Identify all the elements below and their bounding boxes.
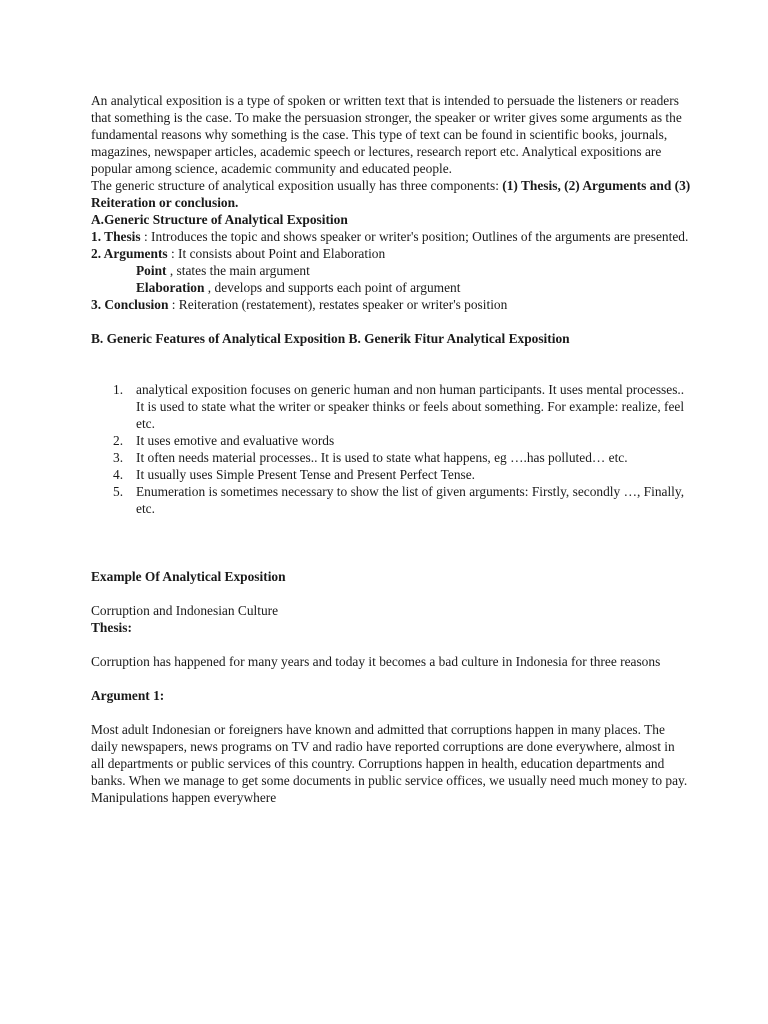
list-text: It uses emotive and evaluative words [136, 433, 335, 448]
argument1-paragraph: Most adult Indonesian or foreigners have known and admitted that corruptions happen in many places. The daily newspapers, news programs on TV and radio have reported corruptions are done everywhere, almost in all departments or public services of this country. Corruptions happen in health, education departments and banks. When we manage to get some documents in public service offices, we usually need much money to pay. Manipulations happen everywhere [91, 722, 688, 805]
arguments-line [91, 245, 691, 262]
list-text: It often needs material processes.. It is used to state what happens, eg ….has polluted… etc. [136, 450, 628, 465]
argument1-heading: Argument 1: [91, 688, 165, 703]
point-text: , states the main argument [166, 263, 310, 278]
example-title: Corruption and Indonesian Culture [91, 603, 279, 618]
thesis-paragraph: Corruption has happened for many years and today it becomes a bad culture in Indonesia for three reasons [91, 654, 661, 669]
elaboration-label: Elaboration [136, 280, 205, 295]
point-line [91, 262, 691, 279]
thesis-label: 1. Thesis [91, 229, 141, 244]
thesis-heading: Thesis: [91, 620, 132, 635]
thesis-text: : Introduces the topic and shows speaker or writer's position; Outlines of the arguments are presented. [140, 229, 689, 244]
point-label: Point [136, 263, 167, 278]
list-item [91, 449, 691, 466]
thesis-line [91, 228, 691, 245]
list-number: 5. [113, 484, 124, 499]
example-heading: Example Of Analytical Exposition [91, 569, 286, 584]
list-number: 2. [113, 433, 124, 448]
structure-lead: The generic structure of analytical exposition usually has three components: [91, 178, 503, 193]
arguments-text: : It consists about Point and Elaboration [167, 246, 386, 261]
list-item [91, 381, 691, 432]
structure-components: (1) Thesis, (2) Arguments and (3) Reiteration or conclusion. [91, 178, 691, 210]
list-text: analytical exposition focuses on generic human and non human participants. It uses mental processes.. It is used to state what the writer or speaker thinks or feels about something. For example: realize, feel etc. [136, 382, 685, 431]
list-number: 1. [113, 382, 124, 397]
intro-paragraph: An analytical exposition is a type of spoken or written text that is intended to persuade the listeners or readers that something is the case. To make the persuasion stronger, the speaker or writer gives some arguments as the fundamental reasons why something is the case. This type of text can be found in scientific books, journals, magazines, newspaper articles, academic speech or lectures, research report etc. Analytical expositions are popular among science, academic community and educated people. [91, 93, 682, 176]
list-number: 3. [113, 450, 124, 465]
list-text: It usually uses Simple Present Tense and Present Perfect Tense. [136, 467, 476, 482]
list-text: Enumeration is sometimes necessary to show the list of given arguments: Firstly, secondly …, Finally, etc. [136, 484, 685, 516]
conclusion-line [91, 296, 691, 313]
elaboration-line [91, 279, 691, 296]
arguments-label: 2. Arguments [91, 246, 168, 261]
elaboration-text: , develops and supports each point of argument [204, 280, 461, 295]
document-body [91, 92, 691, 806]
list-item [91, 432, 691, 449]
conclusion-text: : Reiteration (restatement), restates speaker or writer's position [168, 297, 508, 312]
list-item [91, 483, 691, 517]
structure-sentence [91, 177, 691, 211]
conclusion-label: 3. Conclusion [91, 297, 169, 312]
list-number: 4. [113, 467, 124, 482]
features-list [91, 381, 691, 517]
section-b-heading: B. Generic Features of Analytical Exposition B. Generik Fitur Analytical Exposition [91, 331, 570, 346]
list-item [91, 466, 691, 483]
section-a-heading: A.Generic Structure of Analytical Exposition [91, 212, 348, 227]
